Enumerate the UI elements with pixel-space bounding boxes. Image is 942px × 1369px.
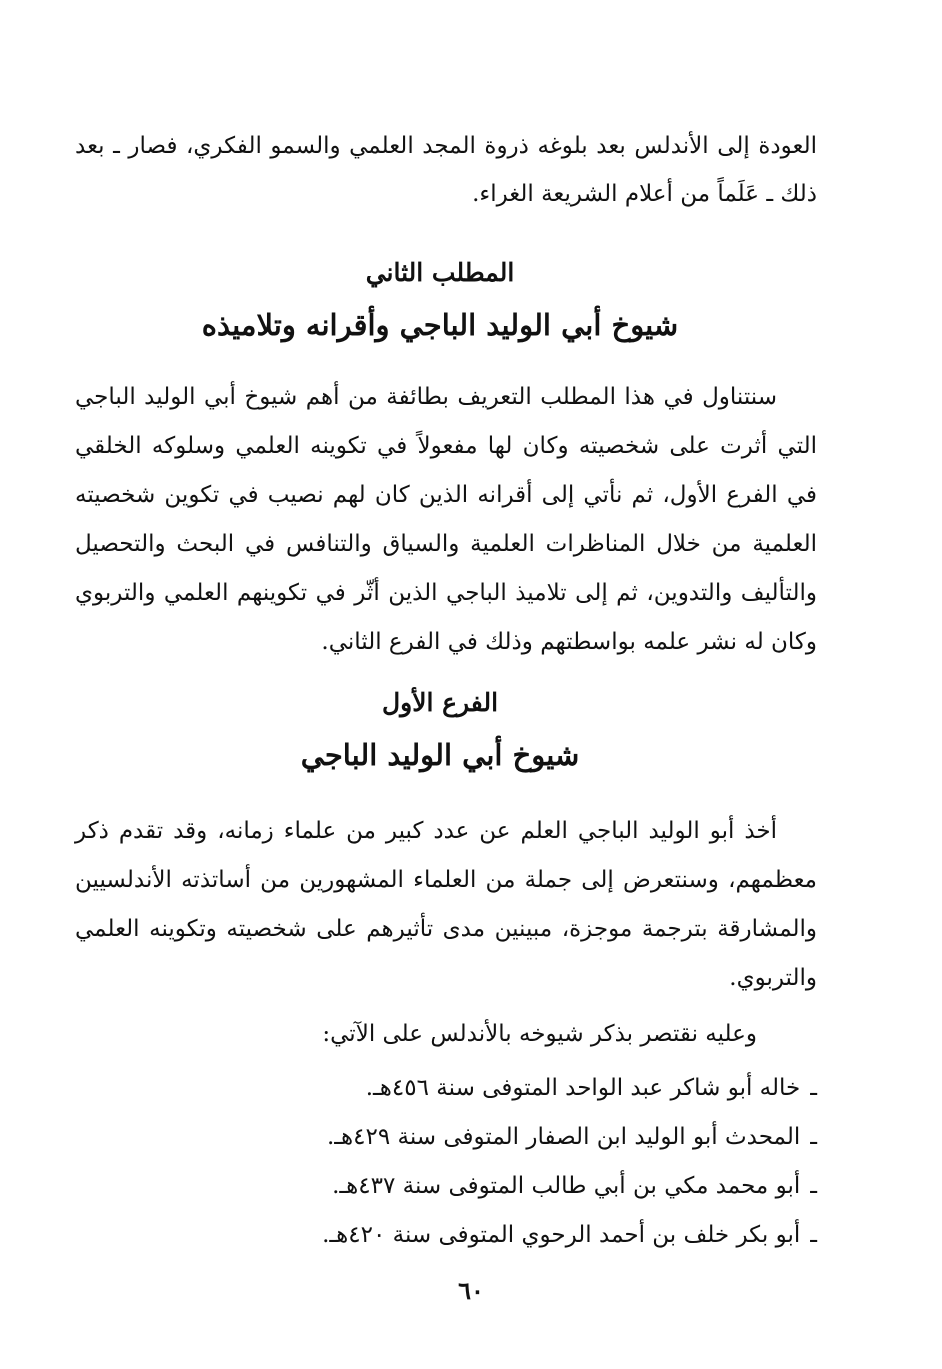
list-item — [117, 1162, 817, 1211]
paragraph-continuation: العودة إلى الأندلس بعد بلوغه ذروة المجد العلمي والسمو الفكري، فصار ـ بعد ذلك ـ عَلَماً من أعلام الشريعة الغراء. — [75, 133, 817, 207]
list-item — [117, 1064, 817, 1113]
list-item-text: أبو محمد مكي بن أبي طالب المتوفى سنة ٤٣٧هـ. — [332, 1173, 801, 1199]
section-heading: المطلب الثاني — [365, 258, 515, 287]
list-dash: ـ — [810, 1075, 817, 1101]
branch-title: شيوخ أبي الوليد الباجي — [300, 738, 580, 772]
list-item-text: خاله أبو شاكر عبد الواحد المتوفى سنة ٤٥٦هـ. — [365, 1075, 801, 1101]
teachers-list — [117, 1064, 817, 1260]
page-number: ٦٠ — [458, 1276, 484, 1305]
list-item — [117, 1211, 817, 1260]
list-item-text: المحدث أبو الوليد ابن الصفار المتوفى سنة ٤٢٩هـ. — [326, 1124, 801, 1150]
section-title: شيوخ أبي الوليد الباجي وأقرانه وتلاميذه — [201, 308, 679, 342]
list-dash: ـ — [810, 1173, 817, 1199]
list-dash: ـ — [810, 1222, 817, 1248]
list-intro: وعليه نقتصر بذكر شيوخه بالأندلس على الآتي: — [322, 1021, 757, 1047]
list-dash: ـ — [810, 1124, 817, 1150]
list-item — [117, 1113, 817, 1162]
list-item-text: أبو بكر خلف بن أحمد الرحوي المتوفى سنة ٤٢٠هـ. — [322, 1222, 801, 1248]
paragraph-branch-intro: أخذ أبو الوليد الباجي العلم عن عدد كبير من علماء زمانه، وقد تقدم ذكر معظمهم، وسنتعرض إلى جملة من العلماء المشهورين من أساتذته الأندلسيين والمشارقة بترجمة موجزة، مبينين مدى تأثيرهم على شخصيته وتكوينه العلمي والتربوي. — [75, 818, 817, 991]
paragraph-section-intro: سنتناول في هذا المطلب التعريف بطائفة من أهم شيوخ أبي الوليد الباجي التي أثرت على شخصيته وكان لها مفعولاً في تكوينه العلمي وسلوكه الخلقي في الفرع الأول، ثم نأتي إلى أقرانه الذين كان لهم نصيب في تكوين شخصيته العلمية من خلال المناظرات العلمية والسياق والتنافس في البحث والتحصيل والتأليف والتدوين، ثم إلى تلاميذ الباجي الذين أثّر في تكوينهم العلمي والتربوي وكان له نشر علمه بواسطتهم وذلك في الفرع الثاني. — [75, 384, 817, 655]
branch-heading: الفرع الأول — [381, 688, 499, 717]
